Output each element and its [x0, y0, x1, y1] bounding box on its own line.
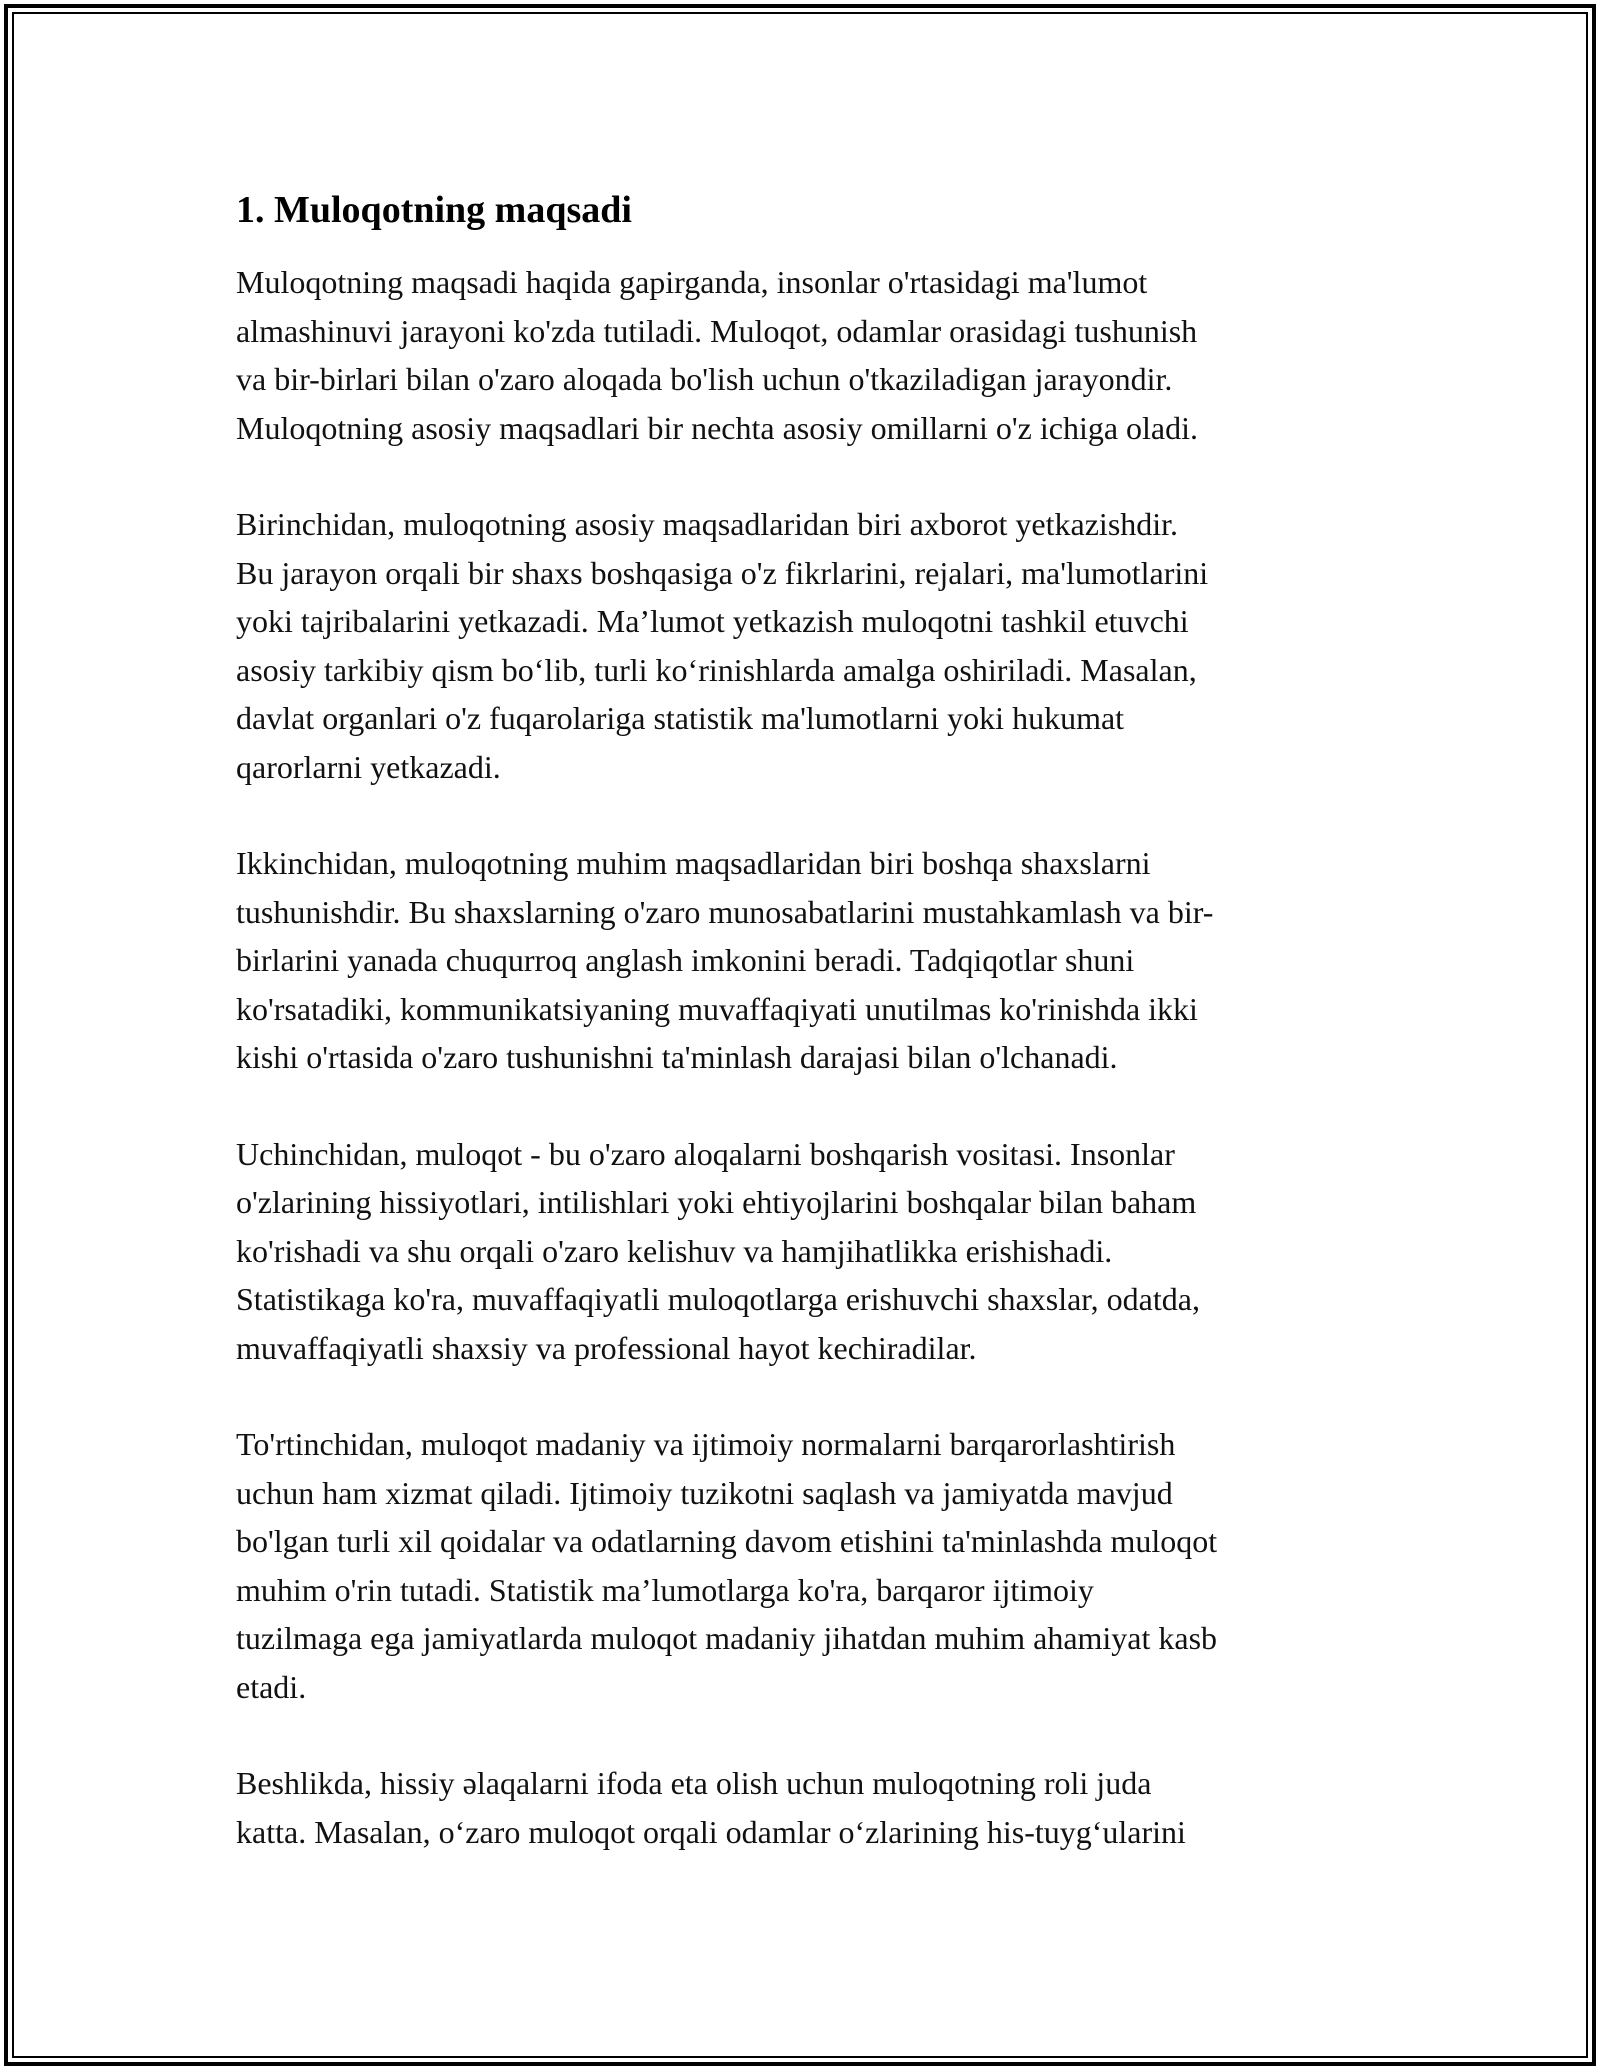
text-line: ko'rsatadiki, kommunikatsiyaning muvaffaqiyati unutilmas ko'rinishda ikki	[236, 990, 1198, 1027]
document-body	[236, 186, 1366, 1904]
section-heading: 1. Muloqotning maqsadi	[236, 189, 632, 231]
text-line: bo'lgan turli xil qoidalar va odatlarning davom etishini ta'minlashda muloqot	[236, 1523, 1218, 1559]
text-line: almashinuvi jarayoni ko'zda tutiladi. Muloqot, odamlar orasidagi tushunish	[236, 312, 1198, 349]
text-line: kishi o'rtasida o'zaro tushunishni ta'minlash darajasi bilan o'lchanadi.	[236, 1039, 1118, 1075]
text-line: qarorlarni yetkazadi.	[236, 748, 501, 785]
text-line: tuzilmaga ega jamiyatlarda muloqot madaniy jihatdan muhim ahamiyat kasb	[236, 1620, 1218, 1656]
text-line: Muloqotning asosiy maqsadlari bir nechta asosiy omillarni o'z ichiga oladi.	[236, 409, 1199, 446]
text-line: Uchinchidan, muloqot - bu o'zaro aloqalarni boshqarish vositasi. Insonlar	[236, 1135, 1175, 1172]
text-line: Statistikaga ko'ra, muvaffaqiyatli muloqotlarga erishuvchi shaxslar, odatda,	[236, 1281, 1200, 1317]
text-line: uchun ham xizmat qiladi. Ijtimoiy tuzikotni saqlash va jamiyatda mavjud	[236, 1474, 1173, 1511]
text-line: birlarini yanada chuqurroq anglash imkonini beradi. Tadqiqotlar shuni	[236, 942, 1135, 978]
text-line: o'zlarining hissiyotlari, intilishlari yoki ehtiyojlarini boshqalar bilan baham	[236, 1184, 1197, 1220]
text-line: Birinchidan, muloqotning asosiy maqsadlaridan biri axborot yetkazishdir.	[236, 506, 1179, 542]
paragraph-fourth	[236, 1420, 1366, 1711]
text-line: Ikkinchidan, muloqotning muhim maqsadlaridan biri boshqa shaxslarni	[236, 845, 1151, 881]
text-line: muhim o'rin tutadi. Statistik ma’lumotlarga ko'ra, barqaror ijtimoiy	[236, 1571, 1094, 1608]
text-line: etadi.	[236, 1668, 307, 1705]
text-line: tushunishdir. Bu shaxslarning o'zaro munosabatlarini mustahkamlash va bir-	[236, 893, 1214, 930]
text-line: Muloqotning maqsadi haqida gapirganda, insonlar o'rtasidagi ma'lumot	[236, 264, 1148, 300]
text-line: asosiy tarkibiy qism bo‘lib, turli ko‘rinishlarda amalga oshiriladi. Masalan,	[236, 651, 1197, 688]
text-line: va bir-birlari bilan o'zaro aloqada bo'lish uchun o'tkaziladigan jarayondir.	[236, 361, 1173, 397]
paragraph-third	[236, 1130, 1366, 1373]
paragraph-intro	[236, 258, 1366, 452]
text-line: To'rtinchidan, muloqot madaniy va ijtimoiy normalarni barqarorlashtirish	[236, 1426, 1176, 1462]
text-line: Beshlikda, hissiy əlaqalarni ifoda eta olish uchun muloqotning roli juda	[236, 1765, 1152, 1801]
text-line: davlat organlari o'z fuqarolariga statistik ma'lumotlarni yoki hukumat	[236, 700, 1125, 736]
paragraph-first	[236, 500, 1366, 791]
paragraph-fifth	[236, 1759, 1366, 1856]
text-line: ko'rishadi va shu orqali o'zaro kelishuv va hamjihatlikka erishishadi.	[236, 1232, 1113, 1269]
text-line: muvaffaqiyatli shaxsiy va professional hayot kechiradilar.	[236, 1329, 977, 1366]
text-line: katta. Masalan, o‘zaro muloqot orqali odamlar o‘zlarining his-tuyg‘ularini	[236, 1813, 1186, 1850]
text-line: Bu jarayon orqali bir shaxs boshqasiga o'z fikrlarini, rejalari, ma'lumotlarini	[236, 554, 1209, 591]
text-line: yoki tajribalarini yetkazadi. Ma’lumot yetkazish muloqotni tashkil etuvchi	[236, 603, 1189, 639]
paragraph-second	[236, 839, 1366, 1082]
